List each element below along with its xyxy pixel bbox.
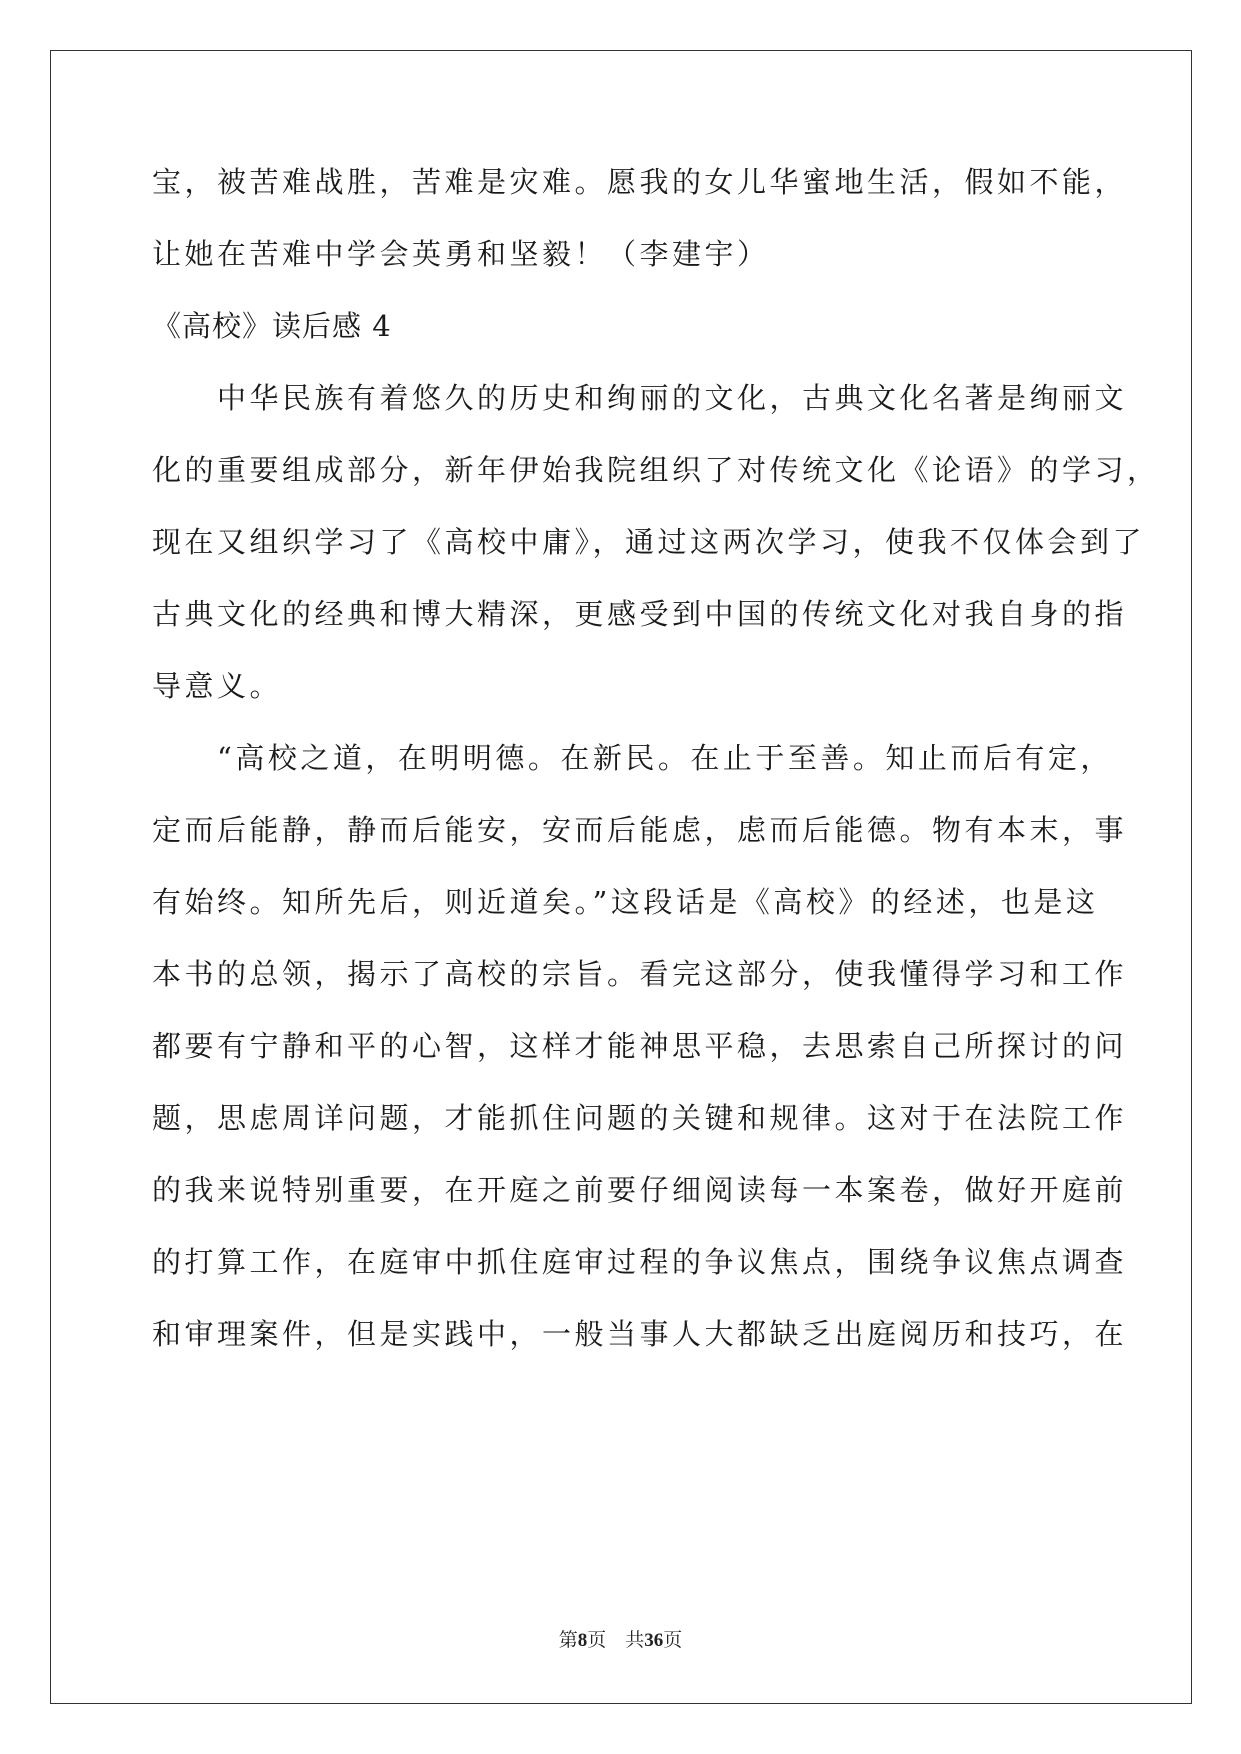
text-line-16: 的打算工作，在庭审中抓住庭审过程的争议焦点，围绕争议焦点调查 [152, 1245, 1128, 1279]
text-line-1: 宝，被苦难战胜，苦难是灾难。愿我的女儿华蜜地生活，假如不能， [152, 165, 1128, 199]
text-line-17: 和审理案件，但是实践中，一般当事人大都缺乏出庭阅历和技巧，在 [152, 1317, 1128, 1351]
text-line-2: 让她在苦难中学会英勇和坚毅！（李建宇） [152, 237, 770, 271]
text-line-7: 古典文化的经典和博大精深，更感受到中国的传统文化对我自身的指 [152, 597, 1128, 631]
text-line-11: 有始终。知所先后，则近道矣。”这段话是《高校》的经述，也是这 [152, 885, 1099, 919]
footer-mid: 页 共 [587, 1629, 645, 1651]
footer-suffix: 页 [663, 1629, 683, 1651]
text-line-4: 中华民族有着悠久的历史和绚丽的文化，古典文化名著是绚丽文 [152, 381, 1128, 415]
text-line-14: 题，思虑周详问题，才能抓住问题的关键和规律。这对于在法院工作 [152, 1101, 1128, 1135]
text-line-10: 定而后能静，静而后能安，安而后能虑，虑而后能德。物有本末，事 [152, 813, 1128, 847]
text-line-12: 本书的总领，揭示了高校的宗旨。看完这部分，使我懂得学习和工作 [152, 957, 1128, 991]
current-page-number: 8 [577, 1630, 588, 1651]
section-heading: 《高校》读后感 4 [152, 309, 392, 343]
footer-prefix: 第 [558, 1629, 578, 1651]
text-line-8: 导意义。 [152, 669, 283, 703]
text-line-13: 都要有宁静和平的心智，这样才能神思平稳，去思索自己所探讨的问 [152, 1029, 1128, 1063]
text-line-6: 现在又组织学习了《高校中庸》，通过这两次学习，使我不仅体会到了 [152, 525, 1146, 559]
text-line-5: 化的重要组成部分，新年伊始我院组织了对传统文化《论语》的学习， [152, 453, 1160, 487]
text-line-15: 的我来说特别重要，在开庭之前要仔细阅读每一本案卷，做好开庭前 [152, 1173, 1128, 1207]
total-page-count: 36 [644, 1630, 664, 1651]
page-footer [0, 1625, 1241, 1652]
text-line-9: “高校之道，在明明德。在新民。在止于至善。知止而后有定， [152, 741, 1113, 775]
page-border [50, 50, 1192, 1704]
